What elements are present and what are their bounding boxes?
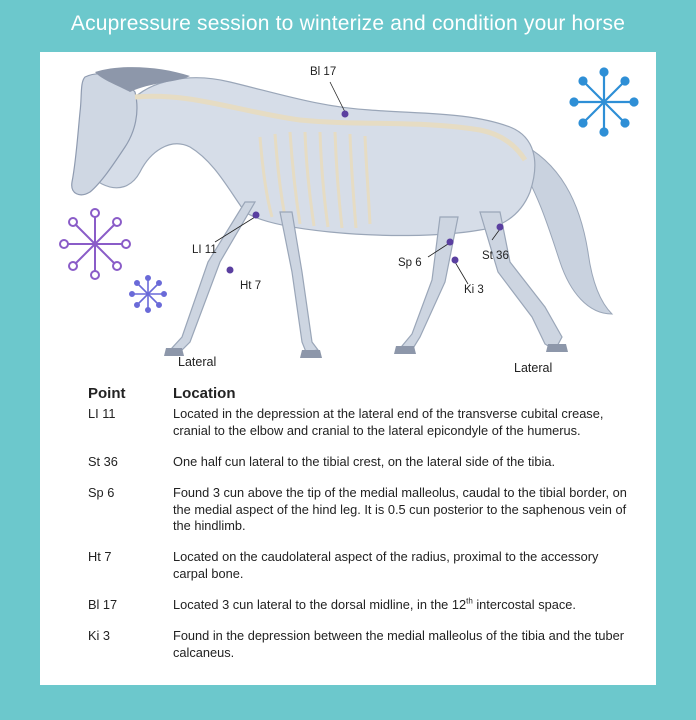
- label-front-lateral: Lateral: [178, 355, 217, 369]
- sp6-point: [447, 239, 454, 246]
- acupoint-table: [88, 385, 628, 662]
- row-point: Sp 6: [88, 485, 115, 500]
- header-location: Location: [173, 385, 236, 402]
- horse-hooves: [164, 344, 568, 358]
- table-row: [88, 485, 628, 549]
- ki3-point: [452, 257, 459, 264]
- row-point: Ki 3: [88, 628, 111, 643]
- table-row: [88, 549, 628, 597]
- ht7-point: [227, 267, 234, 274]
- label-ki3: Ki 3: [464, 284, 484, 296]
- st36-point: [497, 224, 504, 231]
- row-location: Found 3 cun above the tip of the medial malleolus, caudal to the tibial border, on the medial aspect of the hind leg. It is 0.5 cun posterior to the saphenous vein of the hindlimb.: [173, 485, 627, 533]
- row-point: Bl 17: [88, 597, 118, 612]
- horse-illustration: [40, 52, 656, 382]
- row-point: St 36: [88, 454, 118, 469]
- content-panel: [40, 52, 656, 685]
- row-location: Found in the depression between the medial malleolus of the tibia and the tuber calcaneus.: [173, 628, 625, 660]
- row-location-text: Located 3 cun lateral to the dorsal midline, in the 12: [173, 597, 467, 612]
- table-row: [88, 406, 628, 454]
- bl17-point: [342, 111, 349, 118]
- label-st36: St 36: [482, 250, 509, 262]
- row-location: Located in the depression at the lateral end of the transverse cubital crease, cranial to the elbow and cranial to the lateral epicondyle of the humerus.: [173, 406, 604, 438]
- table-row: [88, 628, 628, 662]
- label-bl17: Bl 17: [310, 66, 337, 78]
- snowflake-blue-icon: [571, 69, 638, 136]
- label-li11: LI 11: [192, 244, 217, 256]
- label-hind-lateral: Lateral: [514, 361, 553, 375]
- row-location: [173, 597, 628, 614]
- table-row: [88, 454, 628, 485]
- horse-body: [84, 78, 535, 236]
- table-header: [88, 385, 628, 405]
- row-location: Located on the caudolateral aspect of the radius, proximal to the accessory carpal bone.: [173, 549, 599, 581]
- label-ht7: Ht 7: [240, 280, 262, 292]
- row-location: One half cun lateral to the tibial crest, on the lateral side of the tibia.: [173, 454, 555, 469]
- header-point: Point: [88, 385, 126, 402]
- snowflake-small-icon: [130, 276, 166, 312]
- label-sp6: Sp 6: [398, 257, 422, 269]
- ki3-leader: [455, 262, 468, 284]
- snowflake-purple-icon: [60, 209, 130, 279]
- table-row: [88, 597, 628, 628]
- page-title: Acupressure session to winterize and condition your horse: [70, 12, 626, 35]
- row-location-text-end: intercostal space.: [472, 597, 576, 612]
- row-point: LI 11: [88, 406, 116, 421]
- row-location-sup: th: [466, 596, 473, 606]
- li11-point: [253, 212, 260, 219]
- row-point: Ht 7: [88, 549, 112, 564]
